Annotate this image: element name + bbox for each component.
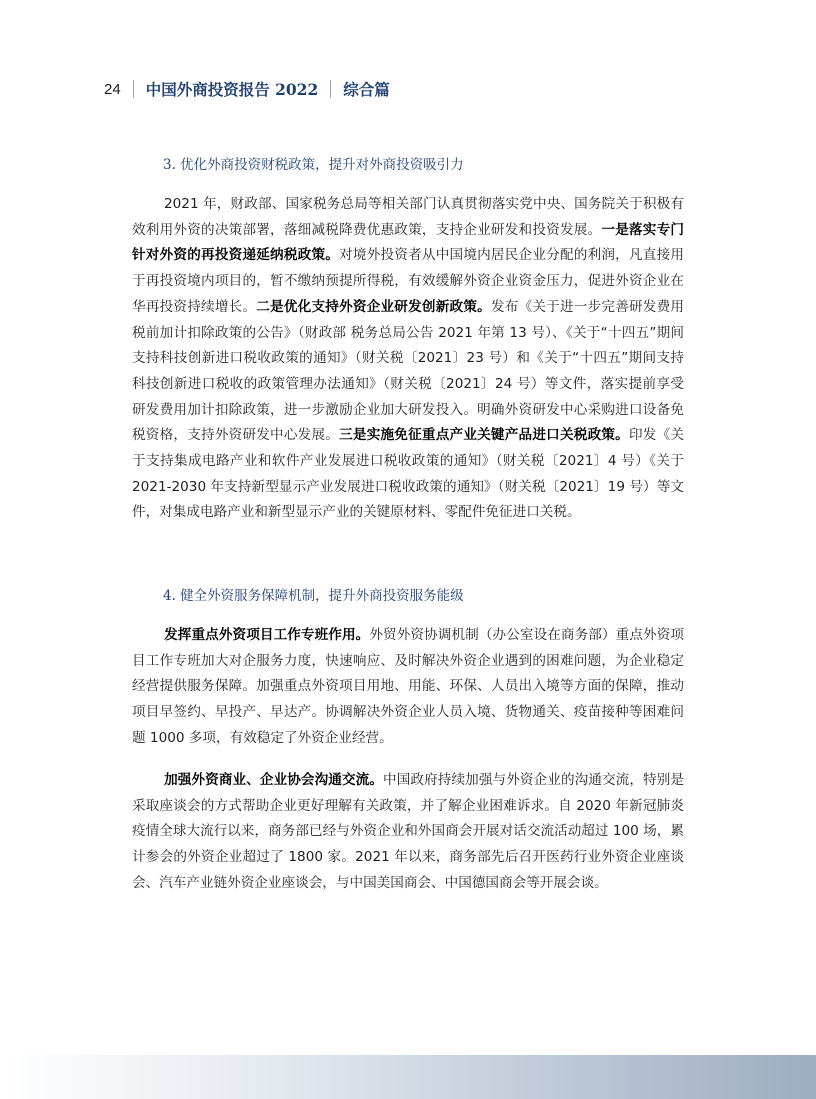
paragraph-project-taskforce — [132, 623, 684, 752]
running-header — [104, 78, 390, 100]
paragraph-tax-policy — [132, 192, 684, 526]
header-divider — [133, 80, 134, 98]
paragraph-text: 发布《关于进一步完善研发费用税前加计扣除政策的公告》（财政部 税务总局公告 2021 年第 13 号）、《关于“十四五”期间支持科技创新进口税收政策的通知》（财关税〔2021〕23 号）和《关于“十四五”期间支持科技创新进口税收的政策管理办法通知》（财关税〔2021〕24 号）等文件，落实提前享受研发费用加计扣除政策，进一步激励企业加大研发投入。明确外资研发中心采购进口设备免税资格，支持外资研发中心发展。 — [132, 298, 685, 444]
paragraph-text: 对境外投资者从中国境内居民企业分配的利润，凡直接用于再投资境内项目的，暂不缴纳预提所得税，有效缓解外资企业资金压力，促进外资企业在华再投资持续增长。 — [132, 247, 684, 315]
publication-title: 中国外商投资报告 2022 — [145, 80, 319, 99]
section-heading-4: 4. 健全外资服务保障机制，提升外商投资服务能级 — [163, 588, 464, 604]
footer-decoration — [0, 1055, 816, 1099]
paragraph-business-associations — [132, 768, 684, 897]
bold-lead-phrase: 二是优化支持外资企业研发创新政策。 — [256, 298, 491, 315]
bold-lead-phrase: 三是实施免征重点产业关键产品进口关税政策。 — [339, 427, 629, 444]
page-number: 24 — [104, 80, 121, 98]
bold-lead-phrase: 加强外资商业、企业协会沟通交流。 — [164, 772, 384, 788]
section-heading-3: 3. 优化外商投资财税政策，提升对外商投资吸引力 — [163, 157, 464, 173]
header-divider — [330, 80, 331, 98]
paragraph-text: 印发《关于支持集成电路产业和软件产业发展进口税收政策的通知》（财关税〔2021〕4 号）《关于 2021-2030 年支持新型显示产业发展进口税收政策的通知》（财关税〔2021〕19 号）等文件，对集成电路产业和新型显示产业的关键原材料、零配件免征进口关税。 — [132, 427, 685, 521]
section-name: 综合篇 — [343, 80, 390, 99]
bold-lead-phrase: 一是落实专门针对外资的再投资递延纳税政策。 — [132, 221, 685, 264]
paragraph-text: 外贸外资协调机制（办公室设在商务部）重点外资项目工作专班加大对企服务力度，快速响应、及时解决外资企业遇到的困难问题，为企业稳定经营提供服务保障。加强重点外资项目用地、用能、环保、人员出入境等方面的保障，推动项目早签约、早投产、早达产。协调解决外资企业人员入境、货物通关、疫苗接种等困难问题 1000 多项，有效稳定了外资企业经营。 — [132, 627, 685, 746]
paragraph-text: 中国政府持续加强与外资企业的沟通交流，特别是采取座谈会的方式帮助企业更好理解有关政策，并了解企业困难诉求。自 2020 年新冠肺炎疫情全球大流行以来，商务部已经与外资企业和外国商会开展对话交流活动超过 100 场，累计参会的外资企业超过了 1800 家。2021 年以来，商务部先后召开医药行业外资企业座谈会、汽车产业链外资企业座谈会，与中国美国商会、中国德国商会等开展会谈。 — [132, 772, 685, 891]
paragraph-text: 2021 年，财政部、国家税务总局等相关部门认真贯彻落实党中央、国务院关于积极有效利用外资的决策部署，落细减税降费优惠政策，支持企业研发和投资发展。 — [132, 196, 684, 238]
bold-lead-phrase: 发挥重点外资项目工作专班作用。 — [164, 627, 370, 643]
